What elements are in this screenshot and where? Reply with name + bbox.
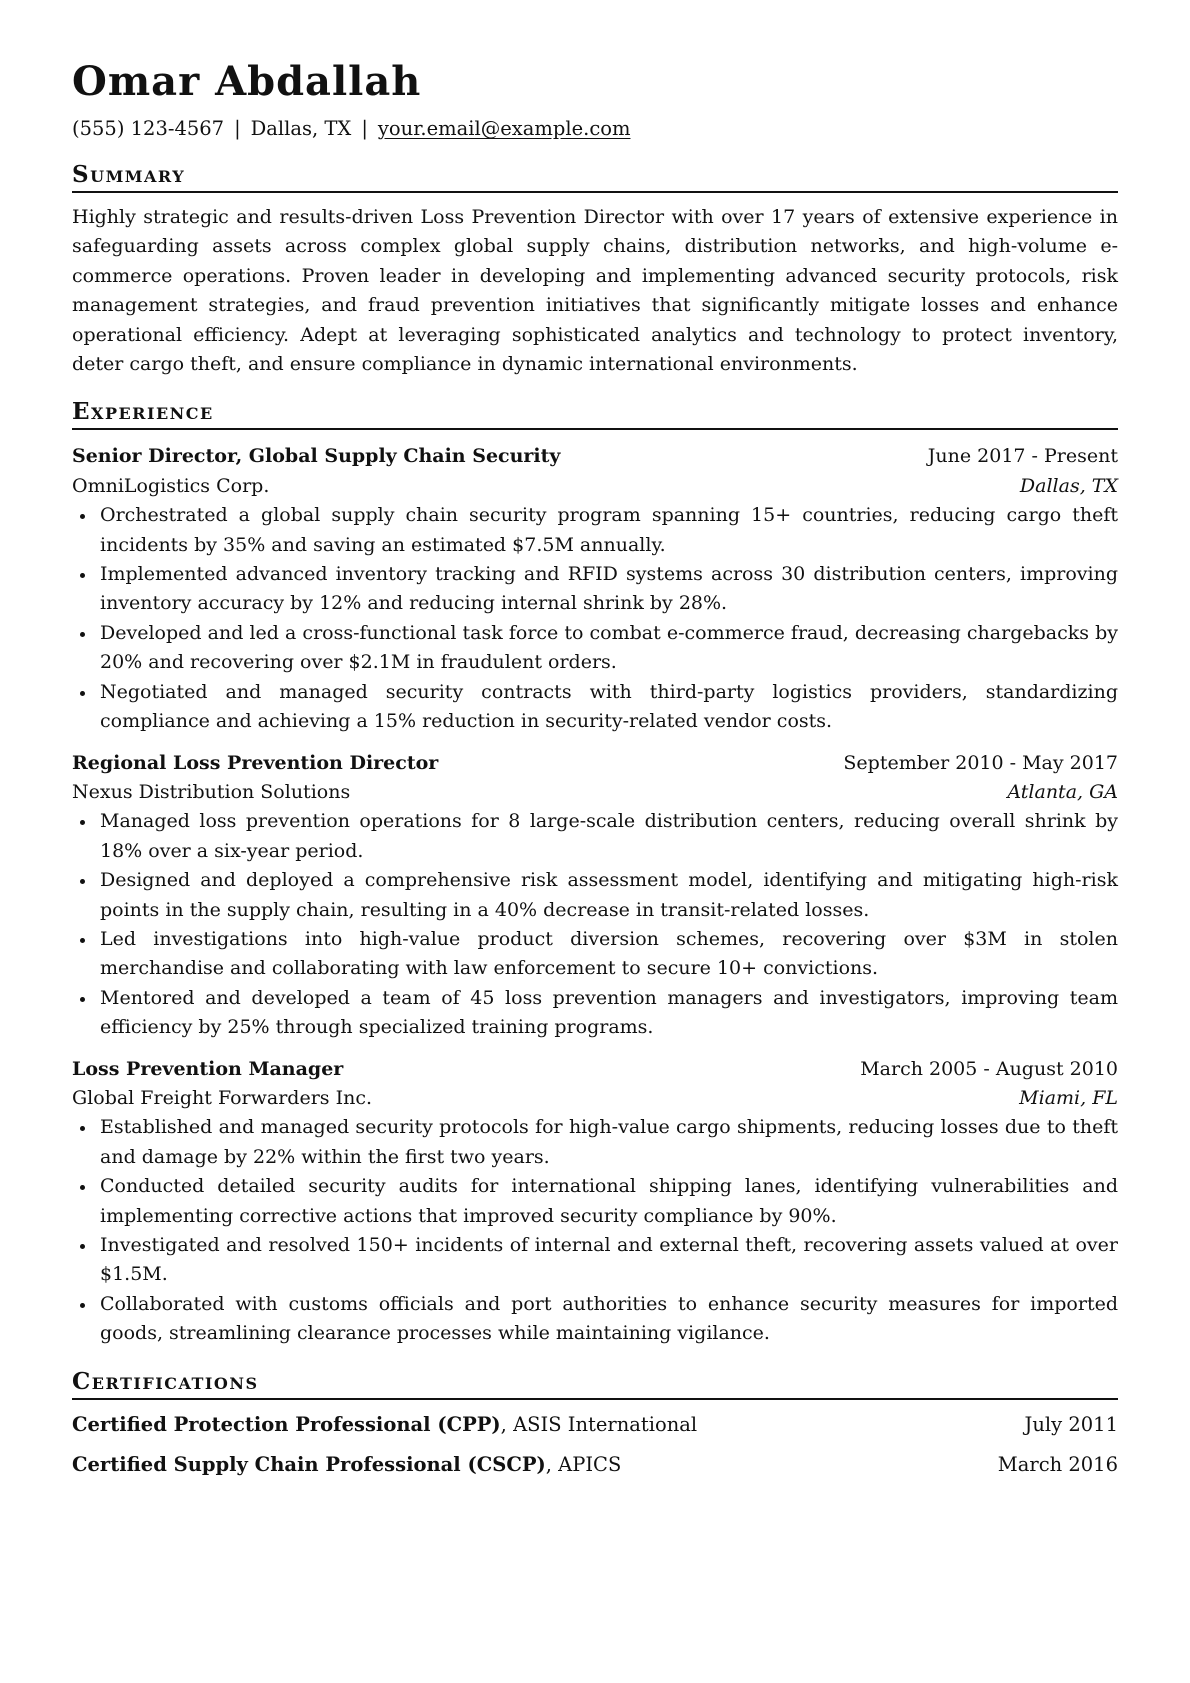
job-bullets xyxy=(72,807,1118,1042)
job-location: Miami, FL xyxy=(1019,1086,1118,1109)
bullet-item: Managed loss prevention operations for 8 large-scale distribution centers, reducing overall shrink by 18% over a six-year period. xyxy=(72,807,1118,866)
certification-row xyxy=(72,1452,1118,1478)
certification-name: Certified Supply Chain Professional (CSCP) xyxy=(72,1452,546,1476)
job-title: Regional Loss Prevention Director xyxy=(72,751,439,774)
bullet-item: Conducted detailed security audits for international shipping lanes, identifying vulnerabilities and implementing corrective actions that improved security compliance by 90%. xyxy=(72,1172,1118,1231)
phone-number: (555) 123-4567 xyxy=(72,117,225,140)
bullet-item: Implemented advanced inventory tracking and RFID systems across 30 distribution centers, improving inventory accuracy by 12% and reducing internal shrink by 28%. xyxy=(72,560,1118,619)
summary-text: Highly strategic and results-driven Loss Prevention Director with over 17 years of extensive experience in safeguarding assets across complex global supply chains, distribution networks, and high-volume e-commerce operations. Proven leader in developing and implementing advanced security protocols, risk management strategies, and fraud prevention initiatives that significantly mitigate losses and enhance operational efficiency. Adept at leveraging sophisticated analytics and technology to protect inventory, deter cargo theft, and ensure compliance in dynamic international environments. xyxy=(72,206,1118,376)
job-subheader xyxy=(72,472,1118,501)
job-bullets xyxy=(72,501,1118,736)
job-subheader xyxy=(72,1084,1118,1113)
bullet-item: Collaborated with customs officials and port authorities to enhance security measures for imported goods, streamlining clearance processes while maintaining vigilance. xyxy=(72,1290,1118,1349)
certification-name: Certified Protection Professional (CPP) xyxy=(72,1412,501,1436)
bullet-item: Designed and deployed a comprehensive risk assessment model, identifying and mitigating high-risk points in the supply chain, resulting in a 40% decrease in transit-related losses. xyxy=(72,866,1118,925)
job-header xyxy=(72,749,1118,778)
certification-date: March 2016 xyxy=(997,1452,1118,1476)
certifications-heading: Certifications xyxy=(72,1367,1118,1400)
job-bullets xyxy=(72,1113,1118,1348)
job-dates: September 2010 - May 2017 xyxy=(843,751,1118,774)
job-entry xyxy=(72,1055,1118,1349)
contact-location: Dallas, TX xyxy=(250,117,352,140)
job-header xyxy=(72,1055,1118,1084)
certification-issuer: , APICS xyxy=(545,1452,622,1476)
job-title: Loss Prevention Manager xyxy=(72,1057,344,1080)
job-dates: June 2017 - Present xyxy=(927,445,1118,468)
company-name: Global Freight Forwarders Inc. xyxy=(72,1086,373,1109)
bullet-item: Developed and led a cross-functional task force to combat e-commerce fraud, decreasing chargebacks by 20% and recovering over $2.1M in fraudulent orders. xyxy=(72,619,1118,678)
job-header xyxy=(72,442,1118,471)
resume-page xyxy=(72,58,1118,1478)
certification-row xyxy=(72,1412,1118,1438)
email-link[interactable]: your.email@example.com xyxy=(377,117,631,140)
certification-date: July 2011 xyxy=(1024,1412,1118,1436)
bullet-item: Led investigations into high-value product diversion schemes, recovering over $3M in stolen merchandise and collaborating with law enforcement to secure 10+ convictions. xyxy=(72,925,1118,984)
candidate-name: Omar Abdallah xyxy=(72,58,422,105)
summary-heading: Summary xyxy=(72,160,1118,193)
bullet-item: Orchestrated a global supply chain security program spanning 15+ countries, reducing cargo theft incidents by 35% and saving an estimated $7.5M annually. xyxy=(72,501,1118,560)
job-location: Atlanta, GA xyxy=(1007,780,1118,803)
job-title: Senior Director, Global Supply Chain Security xyxy=(72,445,561,468)
job-dates: March 2005 - August 2010 xyxy=(860,1057,1118,1080)
bullet-item: Established and managed security protocols for high-value cargo shipments, reducing losses due to theft and damage by 22% within the first two years. xyxy=(72,1113,1118,1172)
bullet-item: Mentored and developed a team of 45 loss prevention managers and investigators, improving team efficiency by 25% through specialized training programs. xyxy=(72,984,1118,1043)
bullet-item: Investigated and resolved 150+ incidents of internal and external theft, recovering assets valued at over $1.5M. xyxy=(72,1231,1118,1290)
certification-issuer: , ASIS International xyxy=(500,1412,698,1436)
contact-separator: | xyxy=(234,117,241,140)
job-entry xyxy=(72,442,1118,736)
certification-text xyxy=(72,1452,621,1478)
contact-separator: | xyxy=(361,117,368,140)
job-entry xyxy=(72,749,1118,1043)
certification-text xyxy=(72,1412,697,1438)
company-name: OmniLogistics Corp. xyxy=(72,474,270,497)
contact-line xyxy=(72,116,1118,142)
bullet-item: Negotiated and managed security contracts with third-party logistics providers, standardizing compliance and achieving a 15% reduction in security-related vendor costs. xyxy=(72,678,1118,737)
job-subheader xyxy=(72,778,1118,807)
job-location: Dallas, TX xyxy=(1019,474,1118,497)
company-name: Nexus Distribution Solutions xyxy=(72,780,351,803)
experience-heading: Experience xyxy=(72,397,1118,430)
